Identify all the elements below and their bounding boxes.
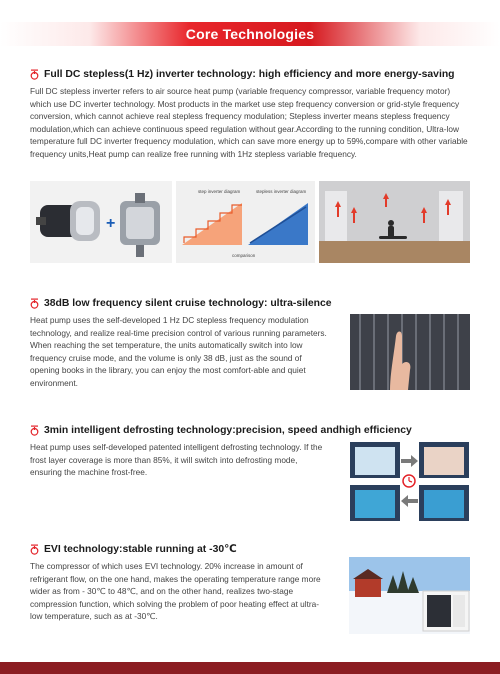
section-body: The compressor of which uses EVI technology. 20% increase in amount of refrigerant flow, on the one hand, makes the operating temperature range more wider as from - 30℃ to 48℃, and on the other hand, realizes two-stage compression function, which solving the problem of poor heating effect at ultra-low temperature, such as at -30℃. [30, 561, 321, 622]
comparison-caption: comparison [232, 253, 256, 258]
inverter-comparison-figure [176, 181, 315, 263]
finger-on-unit-image [350, 314, 470, 390]
snow-scene-unit-image [349, 557, 470, 634]
section-title: EVI technology:stable running at -30℃ [44, 544, 237, 555]
page-title: Core Technologies [185, 26, 315, 42]
thermometer-icon [30, 425, 39, 436]
svg-text:+: + [106, 215, 116, 232]
step-inverter-label: step inverter diagram [198, 189, 241, 194]
section-title: Full DC stepless(1 Hz) inverter technology: high efficiency and more energy-saving [44, 69, 455, 80]
section-title: 3min intelligent defrosting technology:precision, speed andhigh efficiency [44, 425, 412, 436]
thermometer-icon [30, 298, 39, 309]
section-body: Full DC stepless inverter refers to air source heat pump (variable frequency compressor, variable frequency motor) which use DC inverter technology. Most products in the market use step frequency conversion or grid-style frequency conversion, which cannot achieve real stepless frequency modulation; Stepless inverter means stepless frequency modulation,which can achieve continuous speed regulation without gear.According to the running condition, Ultra-low temperature full DC inverter frequency modulation, which can save more energy up to 59%,compare with other variable frequency units,Heat pump can realize free running with 1Hz stepless variable frequency. [30, 86, 468, 159]
stepless-inverter-label: stepless inverter diagram [256, 189, 307, 194]
title-banner [0, 22, 500, 46]
section-title: 38dB low frequency silent cruise technology: ultra-silence [44, 298, 332, 309]
thermometer-icon [30, 69, 39, 80]
warm-room-yoga-image [319, 181, 470, 263]
defrost-process-image [349, 441, 470, 522]
section-body: Heat pump uses the self-developed 1 Hz DC stepless frequency modulation technology, and realize real-time precision control of various running parameters. When reaching the set temperature, the units automatically switch into low frequency cruise mode, and the volume is only 38 dB, just as the sound of opening books in the library, you can enjoy the most comfort-able and quiet environment. [30, 315, 327, 388]
section-silent-cruise [30, 298, 332, 390]
thermometer-icon [30, 544, 39, 555]
section-dc-inverter [30, 69, 470, 161]
section-evi [30, 543, 327, 623]
section-body: Heat pump uses self-developed patented intelligent defrosting technology. If the frost layer coverage is more than 85%, it will switch into defrosting mode, ensuring the machine frost-free. [30, 442, 323, 478]
compressor-motor-image [30, 181, 172, 263]
footer-bar [0, 662, 500, 674]
